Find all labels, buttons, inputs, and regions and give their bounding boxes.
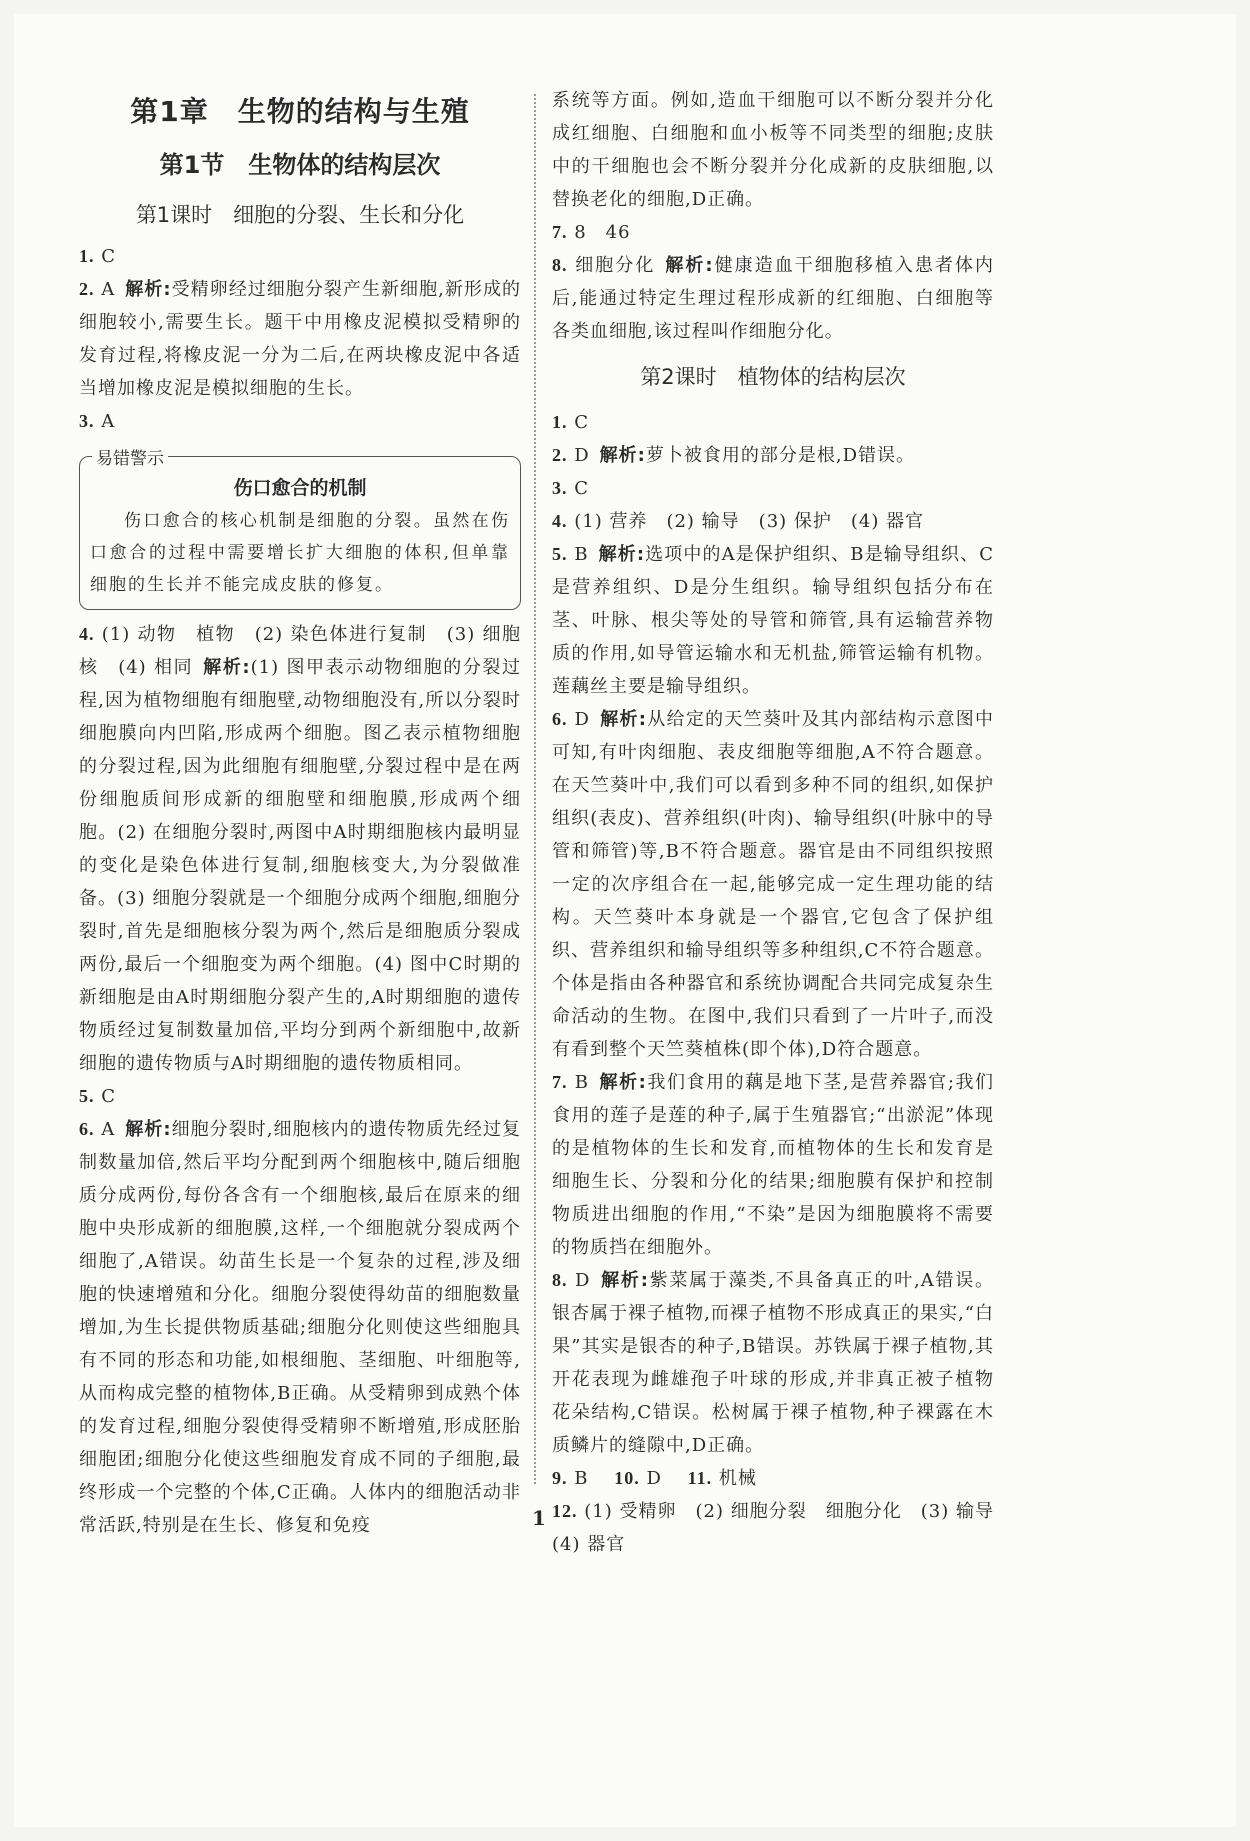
right-column [552,84,1013,1561]
item-number: 4. [79,624,95,644]
analysis-label: 解析: [665,255,714,276]
analysis-label: 解析: [125,1119,172,1140]
item-answer: A [101,279,116,300]
warning-title: 伤口愈合的机制 [233,477,367,499]
item-number: 4. [552,511,568,531]
continued-text: 系统等方面。例如,造血干细胞可以不断分裂并分化成红细胞、白细胞和血小板等不同类型的细胞;皮肤中的干细胞也会不断分裂并分化成新的皮肤细胞,以替换老化的细胞,D正确。 [552,90,994,210]
analysis-text: 萝卜被食用的部分是根,D错误。 [645,445,916,466]
item-number: 7. [552,1072,568,1092]
item-answer: D [574,445,590,466]
warning-body: 伤口愈合的核心机制是细胞的分裂。虽然在伤口愈合的过程中需要增长扩大细胞的体积,但单靠细胞的生长并不能完成皮肤的修复。 [90,511,510,595]
answer-item [79,1080,521,1113]
answer-item [552,1264,994,1462]
item-number: 1. [552,412,568,432]
left-column [79,84,521,1542]
page [14,14,1236,1827]
analysis-text: 选项中的A是保护组织、B是输导组织、C是营养组织、D是分生组织。输导组织包括分布在茎、叶脉、根尖等处的导管和筛管,具有运输营养物质的作用,如导管运输水和无机盐,筛管运输有机物。莲藕丝主要是输导组织。 [552,544,994,697]
item-number: 5. [552,544,568,564]
item-number: 6. [79,1119,95,1139]
item-answer: A [101,1119,116,1140]
item-answer: 机械 [718,1468,757,1489]
item-answer: C [101,246,117,267]
analysis-text: 紫菜属于藻类,不具备真正的叶,A错误。银杏属于裸子植物,而裸子植物不形成真正的果实,“白果”其实是银杏的种子,B错误。苏铁属于裸子植物,其开花表现为雌雄孢子叶球的形成,并非真正被子植物花朵结构,C错误。松树属于裸子植物,种子裸露在木质鳞片的缝隙中,D正确。 [552,1270,994,1456]
item-answer: C [574,478,590,499]
answer-list [79,618,521,1542]
lesson-title: 第1课时 细胞的分裂、生长和分化 [135,203,465,227]
item-answer: A [101,411,116,432]
answer-item [552,406,994,439]
analysis-text: 健康造血干细胞移植入患者体内后,能通过特定生理过程形成新的红细胞、白细胞等各类血细胞,该过程叫作细胞分化。 [552,255,994,342]
item-number: 2. [79,279,95,299]
analysis-label: 解析: [203,657,251,678]
chapter-title: 第1章 生物的结构与生殖 [130,95,470,128]
answer-item [79,273,521,405]
item-number: 11. [687,1468,713,1488]
answer-list [79,240,521,438]
answer-item [552,472,994,505]
answer-item [552,1462,994,1495]
item-answer: (1) 动物 植物 (2) 染色体进行复制 (3) 细胞核 (4) 相同 [79,624,521,678]
item-answer: D [646,1468,681,1489]
answer-item [79,618,521,1080]
item-answer: B [574,1072,590,1093]
answer-item [79,405,521,438]
item-number: 12. [552,1501,578,1521]
item-number: 6. [552,709,568,729]
warning-box [79,449,521,610]
answer-item [552,249,994,348]
lesson-title: 第2课时 植物体的结构层次 [640,365,906,389]
item-answer: C [574,412,590,433]
item-number: 9. [552,1468,568,1488]
analysis-label: 解析: [125,279,172,300]
analysis-label: 解析: [599,1072,647,1093]
item-answer: (1) 受精卵 (2) 细胞分裂 细胞分化 (3) 输导 (4) 器官 [552,1501,1013,1555]
answer-item [552,505,994,538]
item-answer: (1) 营养 (2) 输导 (3) 保护 (4) 器官 [574,511,925,532]
item-number: 8. [552,1270,568,1290]
item-number: 3. [552,478,568,498]
answer-item [79,240,521,273]
answer-item [552,1495,1013,1561]
analysis-label: 解析: [600,1270,649,1291]
answer-list [552,406,1013,1561]
answer-item [552,538,994,703]
item-number: 7. [552,222,568,242]
item-answer: B [574,1468,608,1489]
analysis-text: (1) 图甲表示动物细胞的分裂过程,因为植物细胞有细胞壁,动物细胞没有,所以分裂时细胞膜向内凹陷,形成两个细胞。图乙表示植物细胞的分裂过程,因为此细胞有细胞壁,分裂过程中是在两份细胞质间形成新的细胞壁和细胞膜,形成两个细胞。(2) 在细胞分裂时,两图中A时期细胞核内最明显的变化是染色体进行复制,细胞核变大,为分裂做准备。(3) 细胞分裂就是一个细胞分成两个细胞,细胞分裂时,首先是细胞核分裂为两个,然后是细胞质分裂成两份,最后一个细胞变为两个细胞。(4) 图中C时期的新细胞是由A时期细胞分裂产生的,A时期细胞的遗传物质经过复制数量加倍,平均分到两个新细胞中,故新细胞的遗传物质与A时期细胞的遗传物质相同。 [79,657,522,1074]
answer-list [552,216,994,348]
analysis-label: 解析: [598,544,646,565]
item-answer: C [101,1086,117,1107]
item-answer: 8 46 [574,222,631,243]
column-divider [534,94,536,1484]
analysis-text: 从给定的天竺葵叶及其内部结构示意图中可知,有叶肉细胞、表皮细胞等细胞,A不符合题意。在天竺葵叶中,我们可以看到多种不同的组织,如保护组织(表皮)、营养组织(叶肉)、输导组织(叶脉中的导管和筛管)等,B不符合题意。器官是由不同组织按照一定的次序组合在一起,能够完成一定生理功能的结构。天竺葵叶本身就是一个器官,它包含了保护组织、营养组织和输导组织等多种组织,C不符合题意。个体是指由各种器官和系统协调配合共同完成复杂生命活动的生物。在图中,我们只看到了一片叶子,而没有看到整个天竺葵植株(即个体),D符合题意。 [552,709,995,1060]
analysis-text: 细胞分裂时,细胞核内的遗传物质先经过复制数量加倍,然后平均分配到两个细胞核中,随后细胞质分成两份,每份各含有一个细胞核,最后在原来的细胞中央形成新的细胞膜,这样,一个细胞就分裂成两个细胞了,A错误。幼苗生长是一个复杂的过程,涉及细胞的快速增殖和分化。细胞分裂使得幼苗的细胞数量增加,为生长提供物质基础;细胞分化则使这些细胞具有不同的形态和功能,如根细胞、茎细胞、叶细胞等,从而构成完整的植物体,B正确。从受精卵到成熟个体的发育过程,细胞分裂使得受精卵不断增殖,形成胚胎细胞团;细胞分化使这些细胞发育成不同的子细胞,最终形成一个完整的个体,C正确。人体内的细胞活动非常活跃,特别是在生长、修复和免疫 [79,1119,521,1536]
item-number: 3. [79,411,95,431]
answer-item [552,439,994,472]
item-answer: D [574,1270,591,1291]
section-title: 第1节 生物体的结构层次 [159,151,441,179]
item-answer: 细胞分化 [575,255,656,276]
analysis-label: 解析: [599,445,646,466]
answer-item [552,216,994,249]
item-number: 8. [552,255,568,275]
answer-item [552,1066,994,1264]
analysis-text: 受精卵经过细胞分裂产生新细胞,新形成的细胞较小,需要生长。题干中用橡皮泥模拟受精卵的发育过程,将橡皮泥一分为二后,在两块橡皮泥中各适当增加橡皮泥是模拟细胞的生长。 [79,279,521,399]
answer-item [552,703,994,1066]
item-number: 1. [79,246,95,266]
item-answer: B [574,544,589,565]
answer-item [79,1113,521,1542]
analysis-label: 解析: [599,709,647,730]
page-number: 1 [532,1506,546,1530]
analysis-text: 我们食用的藕是地下茎,是营养器官;我们食用的莲子是莲的种子,属于生殖器官;“出淤泥”体现的是植物体的生长和发育,而植物体的生长和发育是细胞生长、分裂和分化的结果;细胞膜有保护和控制物质进出细胞的作用,“不染”是因为细胞膜将不需要的物质挡在细胞外。 [552,1072,994,1258]
item-answer: D [574,709,590,730]
item-number: 5. [79,1086,95,1106]
item-number: 10. [614,1468,640,1488]
item-number: 2. [552,445,568,465]
warning-tag: 易错警示 [92,444,168,469]
